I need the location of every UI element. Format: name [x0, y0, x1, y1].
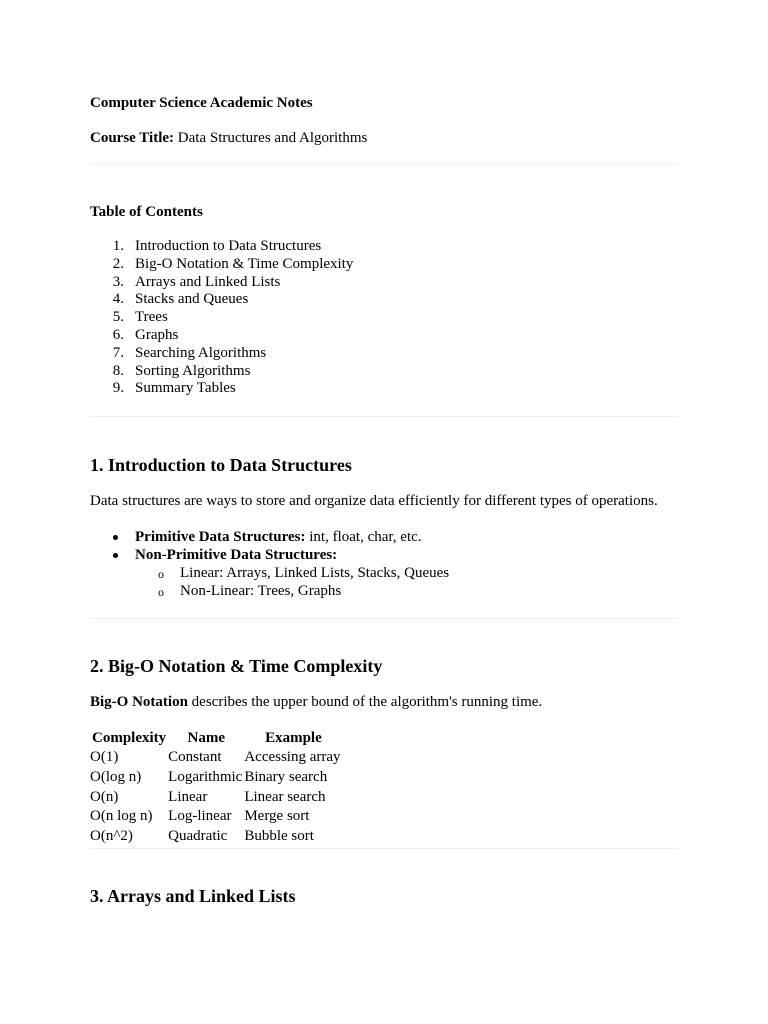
table-cell: O(1) [90, 749, 119, 765]
sub-bullet-item [135, 564, 449, 582]
toc-item [90, 256, 353, 274]
table-header-row [90, 729, 343, 748]
toc-item-label: Trees [135, 309, 168, 326]
toc-item [90, 238, 353, 256]
table-cell: O(n) [90, 788, 119, 805]
toc-item-number: 6. [112, 326, 124, 343]
toc-item [90, 363, 353, 381]
section-intro-paragraph: Data structures are ways to store and organize data efficiently for different types of operations. [90, 493, 658, 509]
table-row [90, 768, 343, 788]
table-row [90, 788, 343, 808]
toc-item [90, 380, 353, 398]
toc-item-number: 7. [112, 344, 124, 361]
divider [90, 416, 678, 417]
bullet-value: int, float, char, etc. [305, 529, 422, 545]
table-cell: Merge sort [244, 808, 310, 825]
bullet-icon [113, 535, 118, 540]
divider [90, 618, 678, 619]
toc-item-number: 5. [112, 309, 124, 326]
big-o-description: describes the upper bound of the algorithm's running time. [187, 694, 543, 710]
toc-item [90, 274, 353, 292]
bullet-icon [113, 553, 118, 558]
toc-item-label: Searching Algorithms [135, 344, 267, 361]
toc-item-number: 2. [112, 255, 124, 272]
toc-item-label: Graphs [135, 326, 179, 343]
table-cell: Accessing array [244, 749, 341, 765]
bullet-list [90, 528, 449, 600]
bullet-item [90, 528, 449, 546]
toc-item-number: 3. [112, 273, 124, 290]
toc-list [90, 238, 353, 398]
toc-item-number: 1. [112, 238, 124, 254]
table-cell: O(n^2) [90, 828, 133, 845]
toc-item-label: Stacks and Queues [135, 291, 249, 308]
sub-bullet-item [135, 582, 449, 600]
toc-item-label: Sorting Algorithms [135, 362, 251, 379]
toc-item-number: 9. [112, 380, 124, 397]
big-o-paragraph [90, 693, 542, 711]
circle-bullet-icon: o [158, 567, 164, 581]
sub-bullet-text: Non-Linear: Trees, Graphs [180, 583, 342, 599]
document-title: Computer Science Academic Notes [90, 95, 313, 111]
toc-item [90, 291, 353, 309]
table-cell: Logarithmic [168, 768, 243, 785]
section-heading-intro: 1. Introduction to Data Structures [90, 455, 352, 475]
table-cell: Linear search [244, 788, 326, 805]
divider [90, 164, 678, 165]
section-heading-arrays: 3. Arrays and Linked Lists [90, 886, 296, 906]
toc-item [90, 345, 353, 363]
toc-item-label: Introduction to Data Structures [135, 238, 322, 254]
table-cell: Linear [168, 788, 208, 805]
column-header-complexity: Complexity [92, 730, 167, 746]
complexity-table [90, 729, 343, 847]
course-title-line [90, 129, 367, 147]
toc-item-number: 8. [112, 362, 124, 379]
section-heading-big-o: 2. Big-O Notation & Time Complexity [90, 656, 383, 676]
toc-item [90, 327, 353, 345]
big-o-term: Big-O Notation [90, 694, 188, 710]
table-cell: O(n log n) [90, 808, 153, 825]
circle-bullet-icon: o [158, 585, 164, 599]
toc-item [90, 309, 353, 327]
toc-item-label: Arrays and Linked Lists [135, 273, 281, 290]
course-title-label: Course Title: [90, 130, 175, 146]
bullet-label: Primitive Data Structures: [135, 529, 306, 545]
sub-bullet-text: Linear: Arrays, Linked Lists, Stacks, Queues [180, 565, 450, 581]
bullet-item [90, 546, 449, 600]
table-row [90, 807, 343, 827]
toc-title: Table of Contents [90, 204, 203, 220]
table-cell: O(log n) [90, 768, 142, 785]
bullet-label: Non-Primitive Data Structures: [135, 547, 338, 563]
table-row [90, 827, 343, 847]
table-cell: Constant [168, 749, 222, 765]
table-cell: Binary search [244, 768, 328, 785]
column-header-example: Example [265, 730, 322, 746]
column-header-name: Name [187, 730, 225, 746]
divider [90, 848, 678, 849]
toc-item-number: 4. [112, 291, 124, 308]
table-cell: Log-linear [168, 808, 232, 825]
table-cell: Quadratic [168, 828, 228, 845]
sub-bullet-list [135, 564, 449, 600]
toc-item-label: Big-O Notation & Time Complexity [135, 255, 354, 272]
table-cell: Bubble sort [244, 828, 314, 845]
table-row [90, 748, 343, 768]
course-title-value: Data Structures and Algorithms [177, 130, 368, 146]
toc-item-label: Summary Tables [135, 380, 236, 397]
